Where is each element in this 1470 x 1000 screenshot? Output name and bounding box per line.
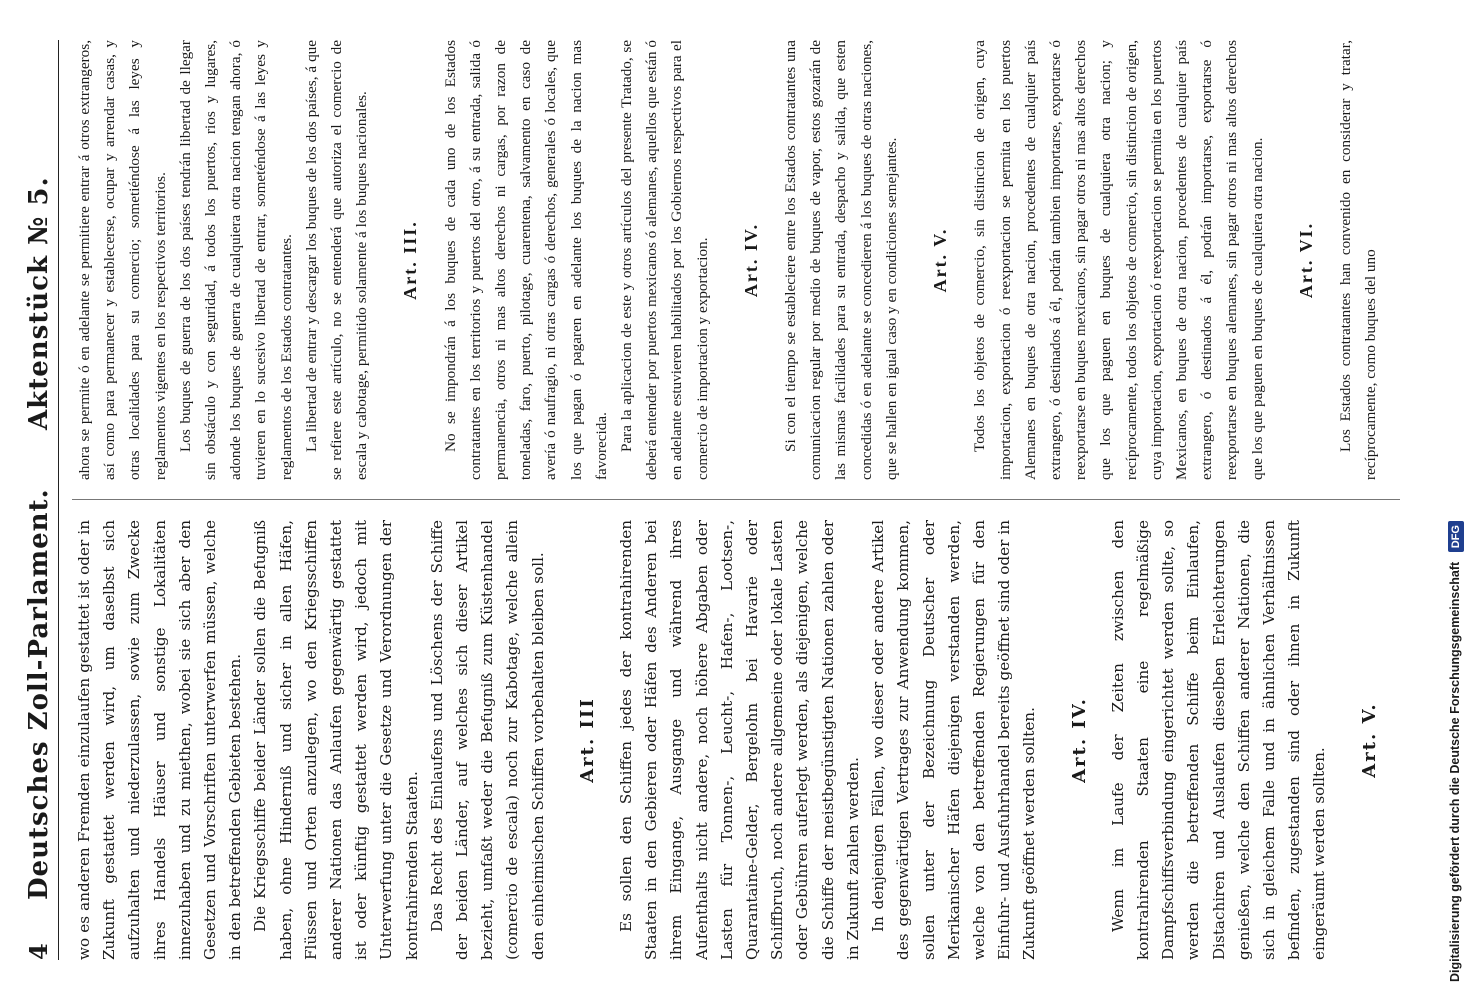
german-column xyxy=(72,520,1400,960)
german-paragraph: Es sollen den Schiffen jedes der kontrahirenden Staaten in den Gebieren oder Häfen des Anderen bei ihrem Eingange, Ausgange und während ihres Aufenthalts nicht andere, noch höhere Abgaben oder Lasten für Tonnen-, Leucht-, Hafen-, Lootsen-, Quarantaine-Gelder, Bergelohn bei Havarie oder Schiffbruch, noch andere allgemeine oder lokale Lasten oder Gebühren auferlegt werden, als diejenigen, welche die Schiffe der meistbegünstigten Nationen zahlen oder in Zukunft zahlen werden. xyxy=(617,520,862,960)
spanish-paragraph: Para la aplicacion de este y otros artículos del presente Tratado, se deberá entender por puertos mexicanos ó alemanes, aquellos que están ó en adelante estuvieren habilitados por los Gobiernos respectivos para el comercio de importacion y exportacion. xyxy=(618,40,711,480)
spanish-article-heading: Art. IV. xyxy=(740,222,761,298)
left-running-title: Deutsches Zoll-Parlament. xyxy=(24,488,54,900)
digitization-stamp xyxy=(1444,8,1466,988)
page-number: 4 xyxy=(24,943,53,960)
spanish-article-heading: Art. VI. xyxy=(1295,221,1316,299)
digitization-credit: Digitalisierung gefördert durch die Deutsche Forschungsgemeinschaft xyxy=(1448,561,1462,982)
german-paragraph: Wenn im Laufe der Zeiten zwischen den kontrahirenden Staaten eine regelmäßige Dampfschiffsverbindung eingerichtet werden sollte, so werden die betreffenden Schiffe beim Einlaufen, Distachiren und Auslaufen dieselben Erleichterungen genießen, welche den Schiffen anderer Nationen, die sich in gleichem Falle und in ähnlichen Verhältnissen befinden, zugestanden sind oder ihnen in Zukunft eingeräumt werden sollten. xyxy=(1108,520,1329,960)
german-paragraph: In denjenigen Fällen, wo dieser oder andere Artikel des gegenwärtigen Vertrages zur Anwendung kommen, sollen unter der Bezeichnung Deutscher oder Merikanischer Häfen diejenigen verstanden werden, welche von den betreffenden Regierungen für den Einfuhr- und Ausfuhrhandel bereits geöffnet sind oder in Zukunft geöffnet werden sollten. xyxy=(869,520,1039,960)
german-paragraph: Das Recht des Einlaufens und Löschens der Schiffe der beiden Länder, auf welches sich dieser Artikel bezieht, umfaßt weder die Befugniß zum Küstenhandel (comercio de escala) noch zur Kabotage, welche allein den einheimischen Schiffen vorbehalten bleiben soll. xyxy=(427,520,547,960)
spanish-paragraph: ahora se permite ó en adelante se permitiere entrar á otros extrangeros, así como para permanecer y establecerse, ocupar y arrendar casas, y otras localidades para su comercio; sometiéndose á las leyes y reglamentos vigentes en los respectivos territorios. xyxy=(76,40,169,480)
spanish-article-heading: Art. III. xyxy=(400,220,421,300)
german-paragraph xyxy=(1396,520,1400,960)
spanish-paragraph: La libertad de entrar y descargar los buques de los dos países, á que se refiere este artículo, no se entenderá que autoriza el comercio de escala y cabotage, permitido solamente á los buques nacionales. xyxy=(302,40,371,480)
spanish-article-heading: Art. V. xyxy=(930,227,951,293)
spanish-paragraph: No se impondrán á los buques de cada uno de los Estados contratantes en los territorios y puertos del otro, á su entrada, salida ó permanencia, otros ni mas altos derechos ni cargas, por razon de toneladas, faro, puerto, pilotage, cuarentena, salvamento en caso de avería ó naufragio, ni otras cargas ó derechos, generales ó locales, que los que pagan ó pagaren en adelante los buques de la nacion mas favorecida. xyxy=(441,40,610,480)
spanish-paragraph: Si con el tiempo se estableciere entre los Estados contratantes una comunicacion regular por medio de buques de vapor, estos gozarán de las mismas facilidades para su entrada, despacho y salida, que esten concedidas ó en adelante se concedieren á los buques de otras naciones, que se hallen en igual caso y en condiciones semejantes. xyxy=(782,40,900,480)
column-divider xyxy=(72,499,1400,500)
spanish-column xyxy=(72,40,1400,480)
spanish-paragraph: Los Estados contratantes han convenido en considerar y tratar, recíprocamente, como buques del uno xyxy=(1336,40,1380,480)
german-article-heading: Art. V. xyxy=(1358,702,1380,778)
german-article-heading: Art. III xyxy=(576,697,598,783)
german-article-heading: Art. IV. xyxy=(1068,697,1090,783)
spanish-paragraph: Todos los objetos de comercio, sin distincion de origen, cuya importacion, exportacion ó reexportacion se permita en los puertos Alemanes en buques de otra nacion, procedentes de cualquier país extrangero, ó destinados á él, podrán tambien importarse, exportarse ó reexportarse en buques mexicanos, sin pagar otros ni mas altos derechos que los que paguen en buques de cualquiera otra nacion; y recíprocamente, todos los objetos de comercio, sin distincion de origen, cuya importacion, exportacion ó reexportacion se permita en los puertos Mexicanos, en buques de otra nacion, procedentes de cualquier país extrangero, ó destinados á él, podrán importarse, exportarse ó reexportarse en buques alemanes, sin pagar otros ni mas altos derechos que los que paguen en buques de cualquiera otra nacion. xyxy=(971,40,1266,480)
spanish-paragraph: Los buques de guerra de los dos países tendrán libertad de llegar sin obstáculo y con seguridad, á todos los puertos, rios y lugares, adonde los buques de guerra de cualquiera otra nacion tengan ahora, ó tuvieren en lo sucesivo libertad de entrar, someténdose á las leyes y reglamentos de los Estados contratantes. xyxy=(176,40,295,480)
german-paragraph: Die Kriegsschiffe beider Länder sollen die Befugniß haben, ohne Hinderniß und sicher in allen Häfen, Flüssen und Orten anzulegen, wo den Kriegsschiffen anderer Nationen das Anlaufen gegenwärtig gestattet ist oder künftig gestattet werden wird, jedoch mit Unterwerfung unter die Gesetze und Verordnungen der kontrahirenden Staaten. xyxy=(251,520,421,960)
dfg-logo: DFG xyxy=(1448,521,1464,552)
running-head xyxy=(18,40,59,960)
german-paragraph: wo es anderen Fremden einzulaufen gestattet ist oder in Zukunft gestattet werden wird, um daselbst sich aufzuhalten und niederzulassen, sowie zum Zwecke ihres Handels Häuser und sonstige Lokalitäten innezuhaben und zu miethen, wobei sie sich aber den Gesetzen und Vorschriften unterwerfen müssen, welche in den betreffenden Gebieten bestehen. xyxy=(75,520,245,960)
right-running-title: Aktenstück № 5. xyxy=(24,176,54,430)
